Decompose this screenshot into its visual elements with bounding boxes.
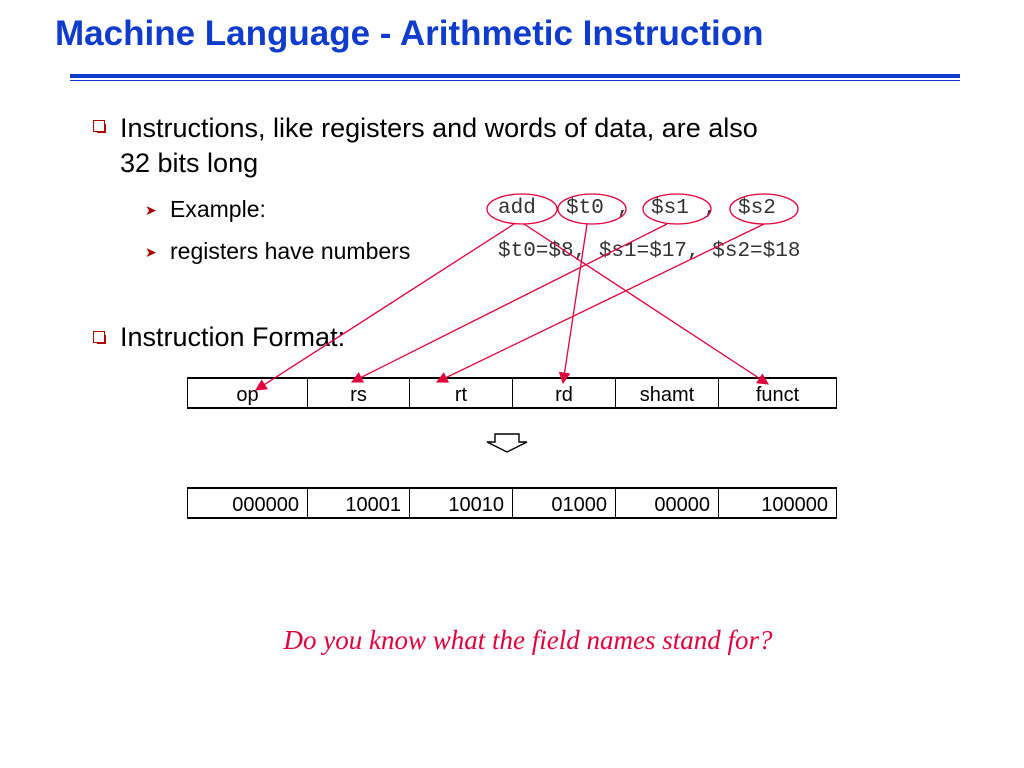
field-rd: rd xyxy=(513,378,616,408)
bullet-instructions-line2: 32 bits long xyxy=(120,148,259,178)
example-comma-2: , xyxy=(704,197,717,220)
square-bullet-icon xyxy=(93,120,105,132)
instruction-format-table xyxy=(187,377,837,409)
binary-rs: 10001 xyxy=(308,488,410,518)
bullet-instructions-line1: Instructions, like registers and words of data, are also xyxy=(120,113,758,143)
title-underline-thick xyxy=(70,74,960,78)
example-rs: $s1 xyxy=(651,197,689,220)
down-arrow-icon xyxy=(486,432,530,454)
field-funct: funct xyxy=(719,378,837,408)
binary-rt: 10010 xyxy=(410,488,513,518)
arrowhead-bullet-icon: ➤ xyxy=(145,202,157,218)
field-rt: rt xyxy=(410,378,513,408)
example-label: Example: xyxy=(170,196,266,222)
binary-encoding-table xyxy=(187,487,837,519)
registers-label: registers have numbers xyxy=(170,238,411,264)
registers-code: $t0=$8, $s1=$17, $s2=$18 xyxy=(498,240,801,263)
field-rs: rs xyxy=(308,378,410,408)
slide-title: Machine Language - Arithmetic Instruction xyxy=(55,14,764,53)
field-shamt: shamt xyxy=(616,378,719,408)
title-underline-thin xyxy=(70,80,960,81)
square-bullet-icon xyxy=(93,331,105,343)
arrowhead-bullet-icon: ➤ xyxy=(145,244,157,260)
bullet-instruction-format: Instruction Format: xyxy=(120,322,346,352)
example-rd: $t0 xyxy=(566,197,604,220)
field-names-question: Do you know what the field names stand for? xyxy=(283,625,773,655)
field-op: op xyxy=(188,378,308,408)
binary-shamt: 00000 xyxy=(616,488,719,518)
example-comma-1: , xyxy=(617,197,630,220)
example-op: add xyxy=(498,197,536,220)
binary-funct: 100000 xyxy=(719,488,837,518)
binary-rd: 01000 xyxy=(513,488,616,518)
example-rt: $s2 xyxy=(738,197,776,220)
binary-op: 000000 xyxy=(188,488,308,518)
